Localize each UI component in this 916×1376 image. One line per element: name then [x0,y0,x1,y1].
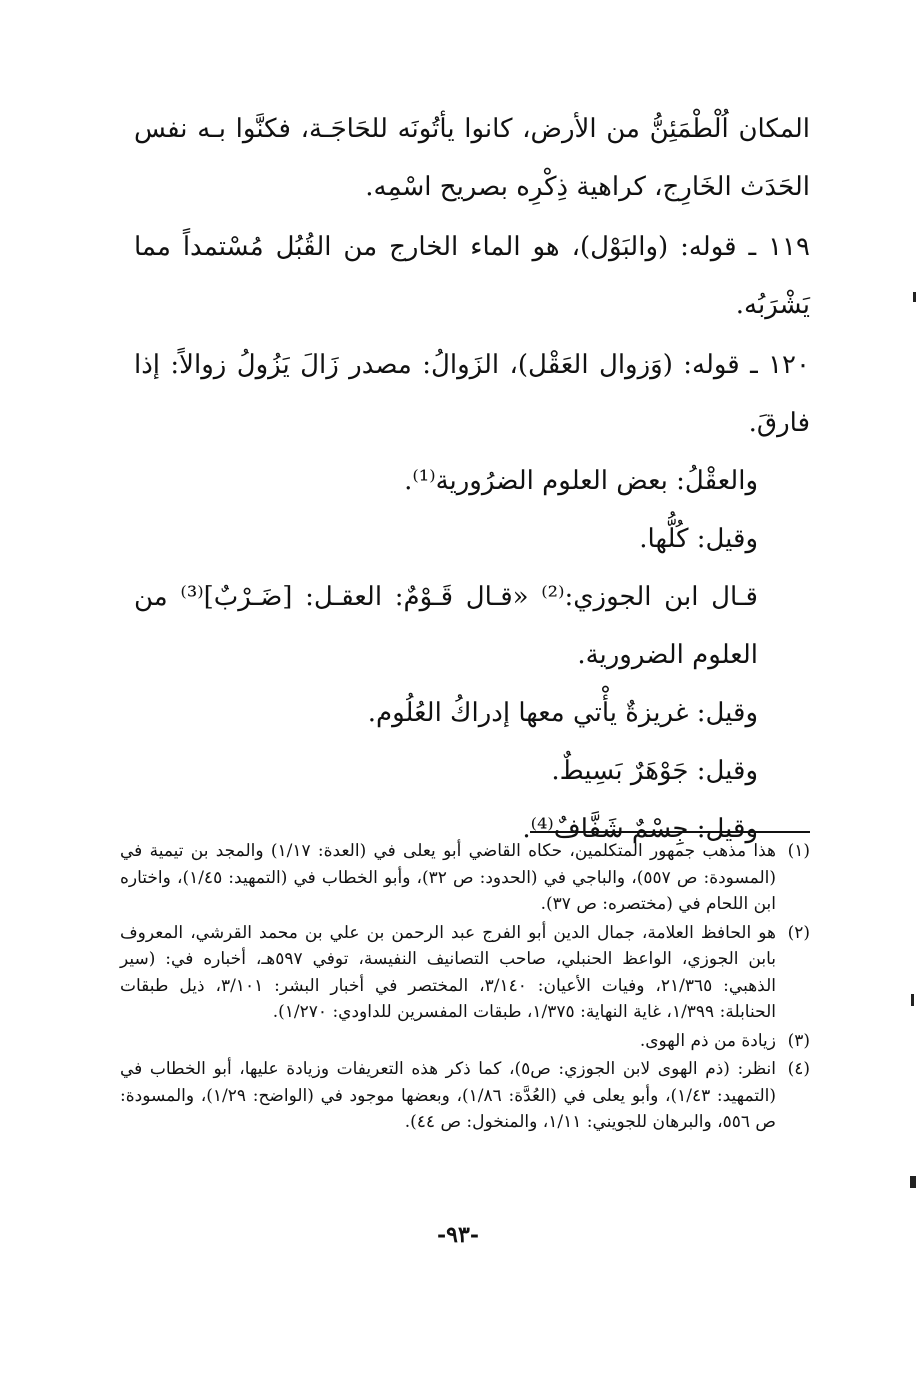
scan-edge-mark-3 [910,1176,916,1188]
paragraph-8: وقيل: جَوْهَرٌ بَسِيطٌ. [551,756,758,786]
paragraph-4: والعقْلُ: بعض العلوم الضرُورية⁽¹⁾. [404,466,758,496]
footnote-2 [120,920,810,1026]
footnote-separator [530,831,810,833]
footnote-1 [120,838,810,918]
footnote-number: (٣) [787,1030,810,1051]
paragraph-3: ١٢٠ ـ قوله: (وَزوال العَقْل)، الزَوالُ: مصدر زَالَ يَزُولُ زوالاً: إذا فارقَ. [134,350,810,438]
footnote-3 [120,1028,810,1055]
paragraph-7: وقيل: غريزةٌ يأْتي معها إدراكُ العُلُوم. [367,698,758,728]
footnote-number: (٤) [787,1059,810,1079]
paragraph-1: المكان اُلْطْمَئِنُّ من الأرض، كانوا يأتُونَه للحَاجَـة، فكنَّوا بـه نفس الحَدَث الخَارِج، كراهية ذِكْرِه بصريح اسْمِه. [134,114,810,202]
footnote-text: انظر: (ذم الهوى لابن الجوزي: ص٥)، كما ذكر هذه التعريفات وزيادة عليها، أبو الخطاب في (التمهيد: ١/٤٣)، وأبو يعلى في (العُدَّة: ١/٨٦)، وبعضها موجود في (الواضح: ١/٢٩)، والمسودة: ص ٥٥٦، والبرهان للجويني: ١/١١، والمنخول: ص ٤٤). [120,1059,777,1132]
footnote-number: (١) [787,841,810,861]
footnote-text: هو الحافظ العلامة، جمال الدين أبو الفرج عبد الرحمن بن علي بن محمد القرشي، المعروف بابن الجوزي، الواعظ الحنبلي، صاحب التصانيف النفيسة، توفي ٥٩٧هـ، أخباره في: (سير الذهبي: ٢١/٣٦٥، وفيات الأعيان: ٣/١٤٠، المختصر في أخبار البشر: ٣/١٠١، ذيل طبقات الحنابلة: ١/٣٩٩، غاية النهاية: ١/٣٧٥، طبقات المفسرين للداودي: ١/٢٧٠). [120,922,776,1022]
paragraph-6: قـال ابن الجوزي:⁽²⁾ «قـال قَـوْمٌ: العقـل: [ضَـرْبٌ]⁽³⁾ من العلوم الضرورية. [134,582,758,670]
footnote-4 [120,1056,810,1136]
paragraph-2: ١١٩ ـ قوله: (والبَوْل)، هو الماء الخارج من القُبُل مُسْتمداً مما يَشْرَبُه. [134,232,810,320]
paragraph-5: وقيل: كُلُّها. [639,524,758,554]
footnote-number: (٢) [787,922,810,943]
footnote-text: زيادة من ذم الهوى. [639,1030,776,1051]
footnotes [120,838,810,1138]
footnote-text: هذا مذهب جمهور المتكلمين، حكاه القاضي أبو يعلى في (العدة: ١/١٧) والمجد بن تيمية في (المسودة: ص ٥٥٧)، والباجي في (الحدود: ص ٣٢)، وأبو الخطاب في (التمهيد: ١/٤٥)، واختاره ابن اللحام في (مختصره: ص ٣٧). [120,841,776,914]
main-text [134,100,810,858]
scan-edge-mark-2 [911,994,914,1006]
paragraph-9: وقيل: جِسْمٌ شَفَّافٌ⁽⁴⁾. [522,814,758,844]
page-number: -٩٣- [437,1222,479,1248]
